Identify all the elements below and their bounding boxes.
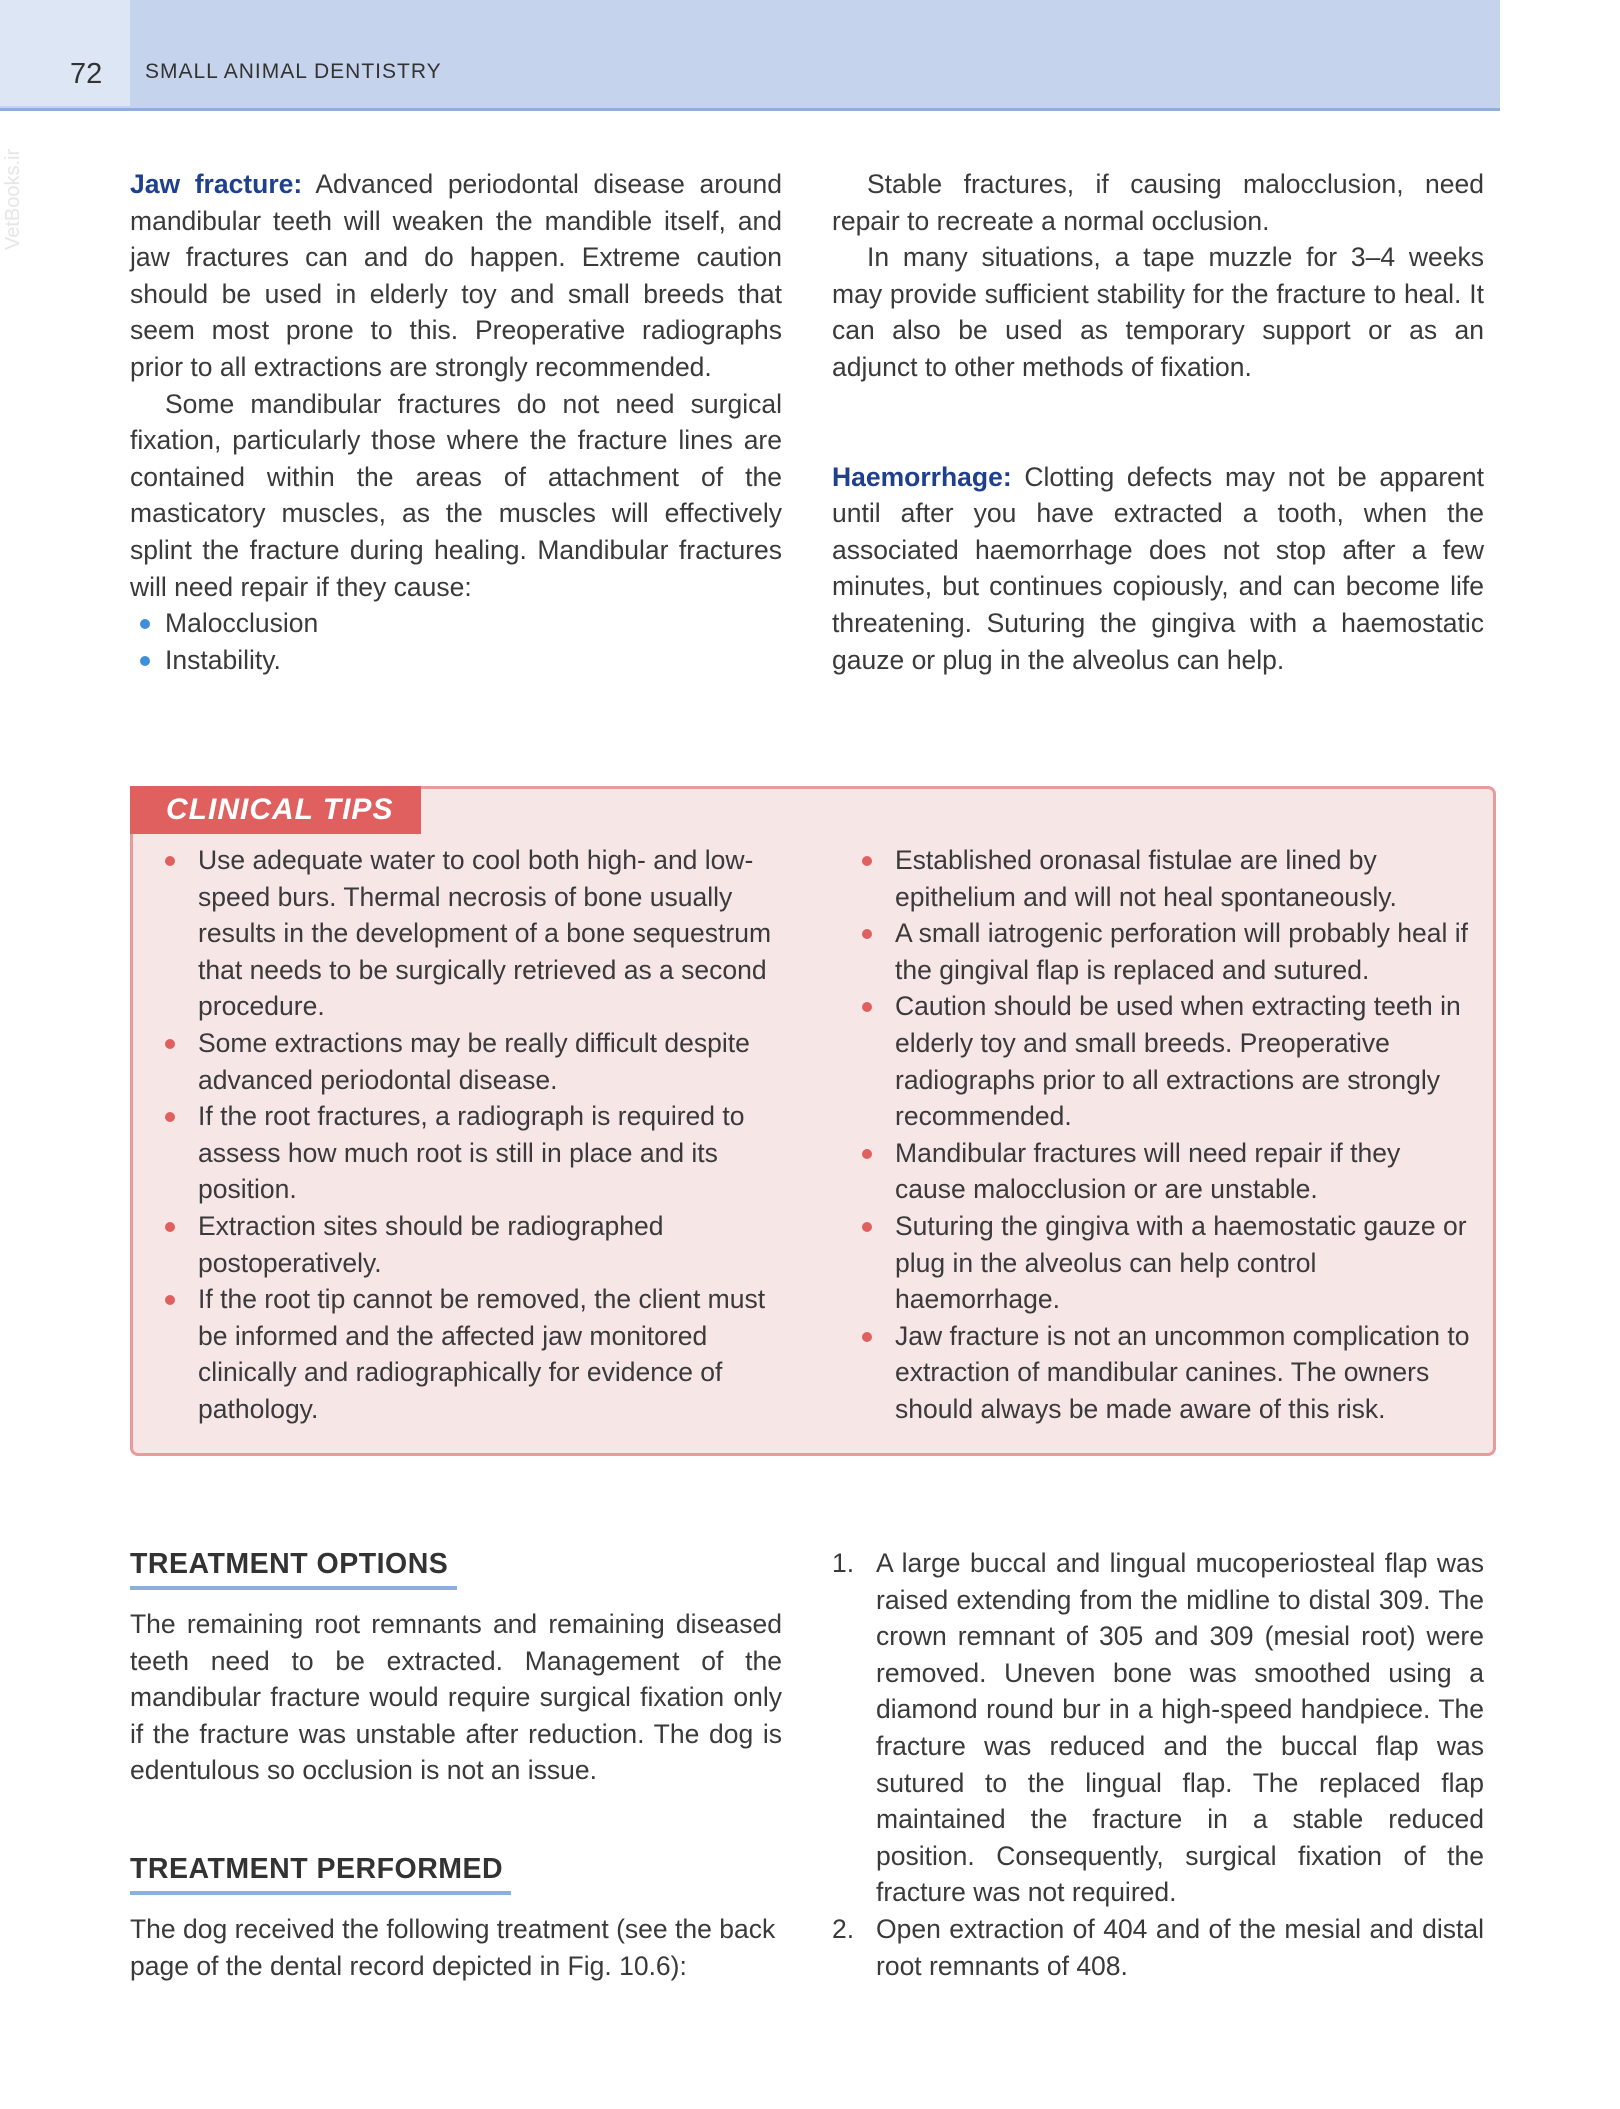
right-column xyxy=(832,166,1484,678)
left-column xyxy=(130,166,782,678)
mandibular-fixation-paragraph: Some mandibular fractures do not need surgical fixation, particularly those where the fracture lines are contained within the areas of attachment of the masticatory muscles, as the muscles will effectively splint the fracture during healing. Mandibular fractures will need repair if they cause: xyxy=(130,388,782,602)
treatment-performed-underline xyxy=(130,1891,511,1895)
treatment-options-underline xyxy=(130,1586,457,1590)
tape-muzzle-paragraph: In many situations, a tape muzzle for 3–4 weeks may provide sufficient stability for the fracture to heal. It can also be used as temporary support or as an adjunct to other methods of fixation. xyxy=(832,242,1484,382)
header-band xyxy=(0,0,1500,111)
haemorrhage-text: Clotting defects may not be apparent until after you have extracted a tooth, when the associated haemorrhage does not stop after a few minutes, but continues copiously, and can become life threatening. Suturing the gingiva with a haemostatic gauze or plug in the alveolus can help. xyxy=(832,461,1484,675)
tip-item: Use adequate water to cool both high- and low-speed burs. Thermal necrosis of bone usually results in the development of a bone sequestrum that needs to be surgically retrieved as a second procedure. xyxy=(163,842,773,1025)
clinical-tips-right xyxy=(860,842,1472,1428)
step-number: 2. xyxy=(832,1913,855,1944)
page-number-box xyxy=(0,0,130,106)
jaw-fracture-label: Jaw fracture: xyxy=(130,169,303,199)
running-head: SMALL ANIMAL DENTISTRY xyxy=(145,60,442,83)
treatment-options-text: The remaining root remnants and remaining diseased teeth need to be extracted. Management of the mandibular fracture would require surgical fixation only if the fracture was unstable after reduction. The dog is edentulous so occlusion is not an issue. xyxy=(130,1609,782,1786)
tip-item: If the root fractures, a radiograph is required to assess how much root is still in place and its position. xyxy=(163,1098,773,1208)
treatment-performed-text: The dog received the following treatment (see the back page of the dental record depicted in Fig. 10.6): xyxy=(130,1914,776,1981)
bullet-instability: Instability. xyxy=(130,642,782,679)
tip-item: Extraction sites should be radiographed postoperatively. xyxy=(163,1208,773,1281)
treatment-options-heading: TREATMENT OPTIONS xyxy=(130,1548,449,1580)
jaw-fracture-paragraph xyxy=(130,166,782,386)
treatment-performed-text-block xyxy=(130,1911,782,1984)
bullet-malocclusion: Malocclusion xyxy=(130,605,782,642)
tip-item: Caution should be used when extracting teeth in elderly toy and small breeds. Preoperative radiographs prior to all extractions are strongly recommended. xyxy=(860,988,1472,1134)
treatment-step xyxy=(832,1545,1484,1911)
tip-item: A small iatrogenic perforation will probably heal if the gingival flap is replaced and sutured. xyxy=(860,915,1472,988)
step-number: 1. xyxy=(832,1548,855,1578)
jaw-fracture-text: Advanced periodontal disease around mandibular teeth will weaken the mandible itself, and jaw fractures can and do happen. Extreme caution should be used in elderly toy and small breeds that seem most prone to this. Preoperative radiographs prior to all extractions are strongly recommended. xyxy=(130,169,783,382)
treatment-steps xyxy=(832,1545,1484,1984)
tip-item: Mandibular fractures will need repair if they cause malocclusion or are unstable. xyxy=(860,1135,1472,1208)
clinical-tips-title: CLINICAL TIPS xyxy=(130,786,421,834)
step-text: A large buccal and lingual mucoperiosteal flap was raised extending from the midline to distal 309. The crown remnant of 305 and 309 (mesial root) were removed. Uneven bone was smoothed using a diamond round bur in a high-speed handpiece. The fracture was reduced and the buccal flap was sutured to the lingual flap. The replaced flap maintained the fracture in a stable reduced position. Consequently, surgical fixation of the fracture was not required. xyxy=(876,1548,1484,1908)
tip-item: Jaw fracture is not an uncommon complication to extraction of mandibular canines. The owners should always be made aware of this risk. xyxy=(860,1318,1472,1428)
haemorrhage-label: Haemorrhage: xyxy=(832,461,1012,492)
step-text: Open extraction of 404 and of the mesial and distal root remnants of 408. xyxy=(876,1913,1484,1981)
page-number: 72 xyxy=(70,58,103,90)
haemorrhage-paragraph xyxy=(832,459,1484,679)
tip-item: If the root tip cannot be removed, the client must be informed and the affected jaw monitored clinically and radiographically for evidence of pathology. xyxy=(163,1281,773,1427)
watermark: VetBooks.ir xyxy=(2,148,24,250)
treatment-performed-heading: TREATMENT PERFORMED xyxy=(130,1853,504,1885)
clinical-tips-left xyxy=(163,842,773,1428)
treatment-step xyxy=(832,1911,1484,1984)
tip-item: Established oronasal fistulae are lined by epithelium and will not heal spontaneously. xyxy=(860,842,1472,915)
stable-fractures-paragraph: Stable fractures, if causing malocclusion, need repair to recreate a normal occlusion. xyxy=(832,169,1484,236)
treatment-options-text-block xyxy=(130,1606,782,1789)
tip-item: Some extractions may be really difficult despite advanced periodontal disease. xyxy=(163,1025,773,1098)
tip-item: Suturing the gingiva with a haemostatic gauze or plug in the alveolus can help control haemorrhage. xyxy=(860,1208,1472,1318)
